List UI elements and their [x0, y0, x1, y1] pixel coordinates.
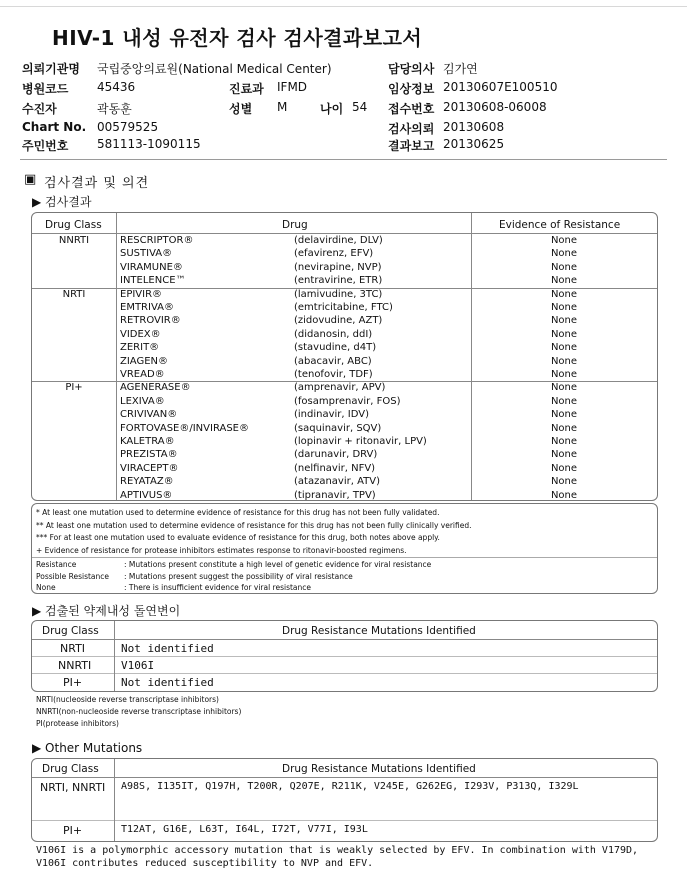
comment-line: V106I is a polymorphic accessory mutation that is weakly selected by EFV. In combination with V179D,: [36, 845, 639, 856]
definition-term: Possible Resistance: [36, 572, 110, 581]
patient-value: 곽동훈: [97, 102, 132, 116]
col-divider: [114, 759, 115, 841]
evidence-value: None: [550, 369, 578, 380]
request-label: 검사의뢰: [388, 122, 435, 136]
drug-brand-name: ZIAGEN®: [120, 355, 169, 367]
drug-generic-name: (entravirine, ETR): [294, 275, 383, 287]
drug-brand-name: REYATAZ®: [120, 476, 174, 488]
header-rule: [32, 233, 657, 234]
col-header-class: Drug Class: [42, 763, 99, 775]
evidence-value: None: [550, 382, 578, 394]
table-row-value: Not identified: [121, 676, 214, 689]
org-value: 국립중앙의료원(National Medical Center): [97, 62, 332, 76]
report-value: 20130625: [443, 137, 505, 151]
dept-value: IFMD: [277, 80, 308, 94]
drug-brand-name: KALETRA®: [120, 436, 175, 447]
drug-brand-name: AGENERASE®: [120, 382, 191, 394]
results-heading: ▶ 검사결과: [32, 195, 92, 209]
col-divider: [116, 213, 117, 500]
patient-label: 수진자: [22, 102, 57, 116]
drug-generic-name: (stavudine, d4T): [294, 342, 377, 354]
footnote: * At least one mutation used to determine evidence of resistance for this drug has not been fully validated.: [36, 508, 440, 517]
drug-generic-name: (lopinavir + ritonavir, LPV): [294, 436, 427, 447]
row-rule: [32, 656, 657, 657]
drug-brand-name: VIRAMUNE®: [120, 261, 183, 273]
report-label: 결과보고: [388, 139, 435, 153]
header-divider: [20, 159, 667, 160]
evidence-value: None: [550, 476, 578, 488]
sex-label: 성별: [229, 102, 253, 116]
receipt-value: 20130608-06008: [443, 100, 547, 114]
abbrev-note: PI(protease inhibitors): [36, 719, 119, 728]
header-rule: [32, 639, 657, 640]
evidence-value: None: [550, 409, 578, 421]
report-title: HIV-1 내성 유전자 검사 검사결과보고서: [52, 26, 423, 50]
drug-generic-name: (lamivudine, 3TC): [294, 288, 383, 300]
evidence-value: None: [550, 355, 578, 367]
other-mutations-heading: ▶ Other Mutations: [32, 741, 143, 755]
evidence-value: None: [550, 462, 578, 474]
table-row-value: T12AT, G16E, L63T, I64L, I72T, V77I, I93L: [121, 824, 368, 835]
col-header-evidence: Evidence of Resistance: [499, 219, 621, 231]
drug-class-label: PI+: [65, 382, 83, 394]
col-header-mutations: Drug Resistance Mutations Identified: [282, 763, 476, 775]
footnote: ** At least one mutation used to determine evidence of resistance for this drug has not been fully clinically verified.: [36, 521, 472, 530]
hospcode-label: 병원코드: [22, 82, 69, 96]
drug-brand-name: CRIVIVAN®: [120, 409, 178, 421]
drug-brand-name: EMTRIVA®: [120, 302, 174, 313]
row-rule: [32, 673, 657, 674]
chart-value: 00579525: [97, 120, 159, 134]
abbrev-note: NNRTI(non-nucleoside reverse transcriptase inhibitors): [36, 707, 242, 716]
definition-text: : There is insufficient evidence for viral resistance: [124, 583, 312, 592]
section-marker-icon: ▣: [24, 172, 37, 187]
org-label: 의뢰기관명: [22, 62, 80, 76]
doctor-label: 담당의사: [388, 62, 435, 76]
drug-brand-name: SUSTIVA®: [120, 248, 173, 260]
mutations-table: [31, 620, 658, 692]
drug-generic-name: (abacavir, ABC): [294, 355, 372, 367]
clinical-value: 20130607E100510: [443, 80, 558, 94]
drug-class-label: NRTI: [62, 288, 86, 300]
drug-generic-name: (didanosin, ddI): [294, 328, 373, 340]
sex-value: M: [277, 100, 288, 114]
chart-label: Chart No.: [22, 120, 87, 134]
receipt-label: 접수번호: [388, 102, 435, 116]
rrn-value: 581113-1090115: [97, 137, 201, 151]
evidence-value: None: [550, 248, 578, 260]
drug-generic-name: (atazanavir, ATV): [294, 476, 381, 488]
table-row-class: PI+: [63, 676, 83, 689]
table-row-value: A98S, I135IT, Q197H, T200R, Q207E, R211K, V245E, G262EG, I293V, P313Q, I329L: [121, 781, 579, 792]
evidence-value: None: [550, 288, 578, 300]
evidence-value: None: [550, 449, 578, 461]
table-row-class: NRTI: [60, 642, 86, 655]
drug-brand-name: RESCRIPTOR®: [120, 235, 194, 246]
evidence-value: None: [550, 422, 578, 434]
col-header-drug: Drug: [282, 219, 308, 231]
evidence-value: None: [550, 315, 578, 327]
hospcode-value: 45436: [97, 80, 136, 94]
top-border: [0, 6, 687, 7]
drug-brand-name: EPIVIR®: [120, 288, 163, 300]
age-value: 54: [352, 100, 368, 114]
doctor-value: 김가연: [443, 62, 478, 76]
evidence-value: None: [550, 489, 578, 501]
drug-brand-name: VIRACEPT®: [120, 462, 179, 474]
abbrev-note: NRTI(nucleoside reverse transcriptase inhibitors): [36, 695, 219, 704]
rrn-label: 주민번호: [22, 139, 69, 153]
table-row-class: NNRTI: [58, 659, 92, 672]
drug-brand-name: LEXIVA®: [120, 395, 165, 407]
row-rule: [32, 820, 657, 821]
definition-term: None: [36, 583, 56, 592]
drug-brand-name: PREZISTA®: [120, 449, 178, 461]
definition-text: : Mutations present constitute a high level of genetic evidence for viral resistance: [124, 560, 432, 569]
col-header-class: Drug Class: [45, 219, 102, 231]
header-rule: [32, 777, 657, 778]
footnote: + Evidence of resistance for protease inhibitors estimates response to ritonavir-boosted regimens.: [36, 546, 407, 555]
drug-generic-name: (zidovudine, AZT): [294, 315, 383, 327]
drug-generic-name: (nevirapine, NVP): [294, 261, 382, 273]
table-row-class: PI+: [63, 824, 83, 837]
drug-generic-name: (tipranavir, TPV): [294, 489, 376, 501]
resistance-table: [31, 212, 658, 501]
drug-brand-name: FORTOVASE®/INVIRASE®: [120, 422, 249, 434]
section-title: 검사결과 및 의견: [44, 176, 150, 191]
table-row-value: Not identified: [121, 642, 214, 655]
footnotes-box: [31, 503, 658, 594]
evidence-value: None: [550, 328, 578, 340]
drug-class-label: NNRTI: [58, 235, 90, 246]
drug-brand-name: APTIVUS®: [120, 489, 173, 501]
drug-generic-name: (amprenavir, APV): [294, 382, 386, 394]
drug-generic-name: (emtricitabine, FTC): [294, 302, 393, 313]
mutations-heading: ▶ 검출된 약제내성 돌연변이: [32, 604, 181, 618]
col-header-mutations: Drug Resistance Mutations Identified: [282, 625, 476, 637]
col-divider: [114, 621, 115, 691]
evidence-value: None: [550, 302, 578, 313]
request-value: 20130608: [443, 120, 505, 134]
drug-brand-name: ZERIT®: [120, 342, 160, 354]
drug-brand-name: VREAD®: [120, 369, 165, 380]
evidence-value: None: [550, 235, 578, 246]
drug-generic-name: (saquinavir, SQV): [294, 422, 382, 434]
drug-generic-name: (fosamprenavir, FOS): [294, 395, 401, 407]
drug-generic-name: (efavirenz, EFV): [294, 248, 374, 260]
drug-generic-name: (darunavir, DRV): [294, 449, 378, 461]
evidence-value: None: [550, 275, 578, 287]
table-row-value: V106I: [121, 659, 155, 672]
drug-brand-name: RETROVIR®: [120, 315, 181, 327]
definition-term: Resistance: [36, 560, 77, 569]
age-label: 나이: [320, 102, 344, 116]
drug-generic-name: (indinavir, IDV): [294, 409, 369, 421]
drug-generic-name: (delavirdine, DLV): [294, 235, 383, 246]
drug-brand-name: VIDEX®: [120, 328, 161, 340]
drug-generic-name: (tenofovir, TDF): [294, 369, 373, 380]
evidence-value: None: [550, 342, 578, 354]
footnote: *** For at least one mutation used to evaluate evidence of resistance for this drug, both notes above apply.: [36, 533, 440, 542]
table-row-class: NRTI, NNRTI: [40, 781, 106, 794]
clinical-label: 임상정보: [388, 82, 435, 96]
drug-generic-name: (nelfinavir, NFV): [294, 462, 376, 474]
evidence-value: None: [550, 436, 578, 447]
dept-label: 진료과: [229, 82, 264, 96]
other-mutations-table: [31, 758, 658, 842]
evidence-value: None: [550, 395, 578, 407]
evidence-value: None: [550, 261, 578, 273]
definition-text: : Mutations present suggest the possibility of viral resistance: [124, 572, 353, 581]
drug-brand-name: INTELENCE™: [120, 275, 186, 287]
col-header-class: Drug Class: [42, 625, 99, 637]
footnote-divider: [32, 557, 657, 558]
comment-line: V106I contributes reduced susceptibility to NVP and EFV.: [36, 858, 374, 869]
